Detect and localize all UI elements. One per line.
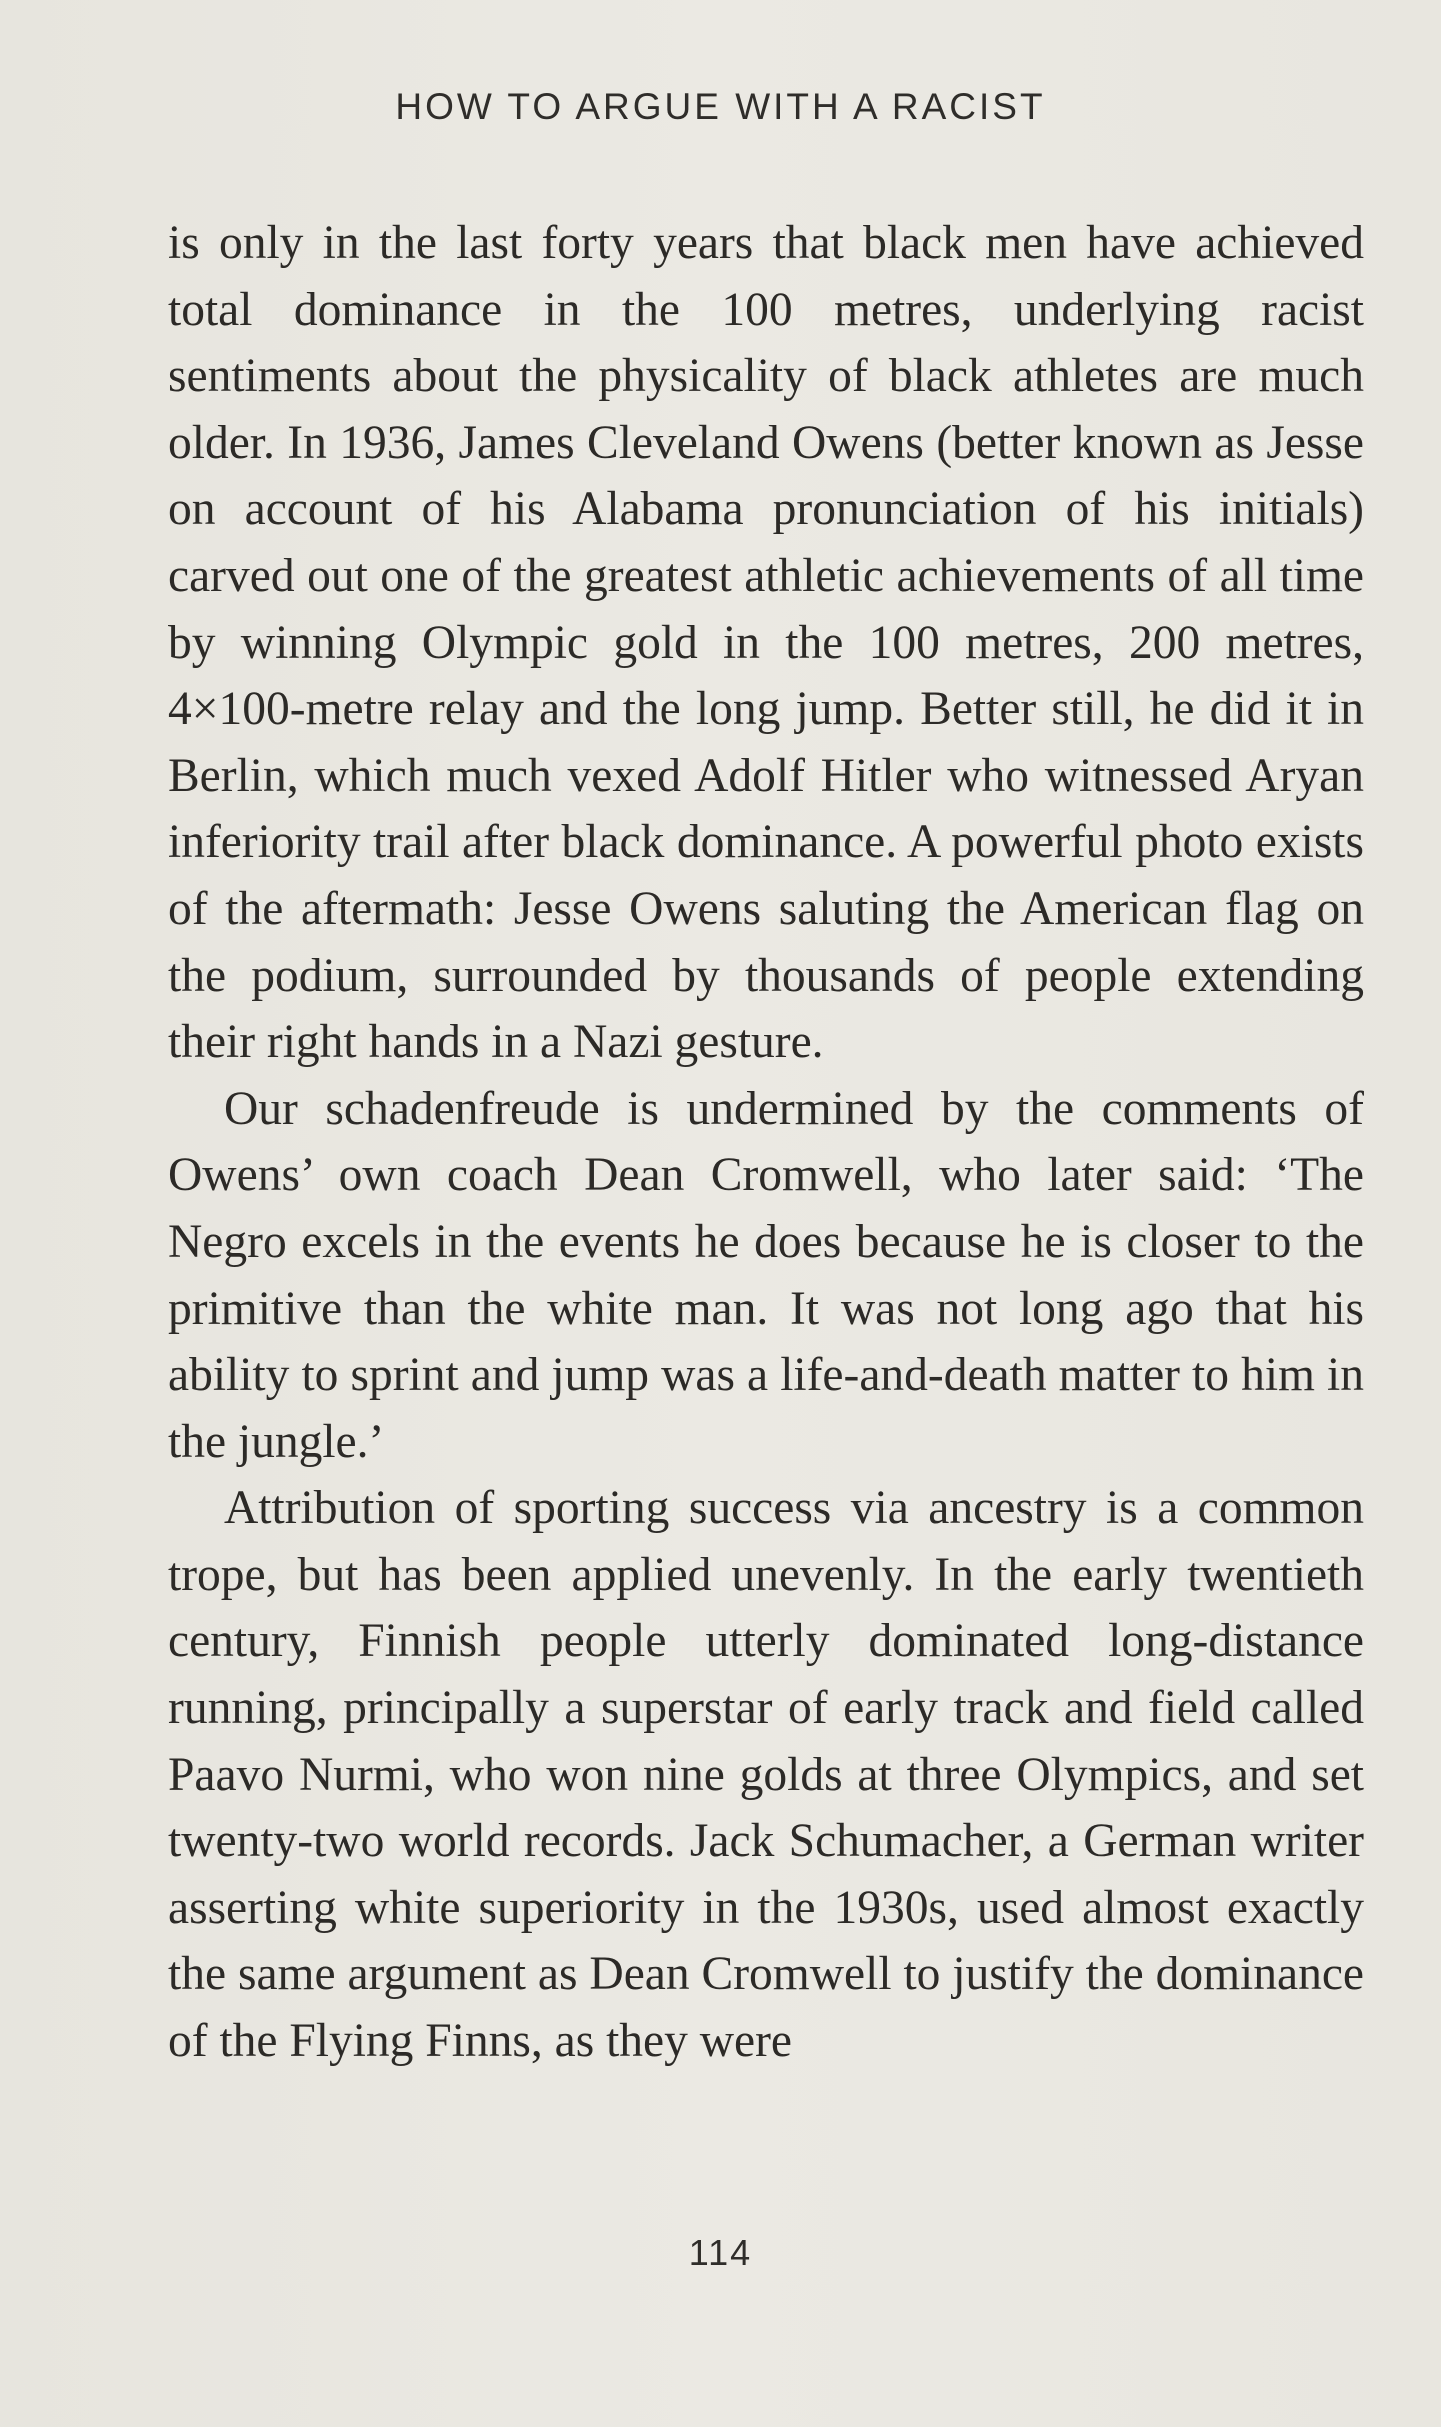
running-head: HOW TO ARGUE WITH A RACIST (395, 86, 1046, 127)
paragraph-3: Attribution of sporting success via ancestry is a common trope, but has been applied unevenly. In the early twentieth century, Finnish people utterly dominated long-distance running, principally a superstar of early track and field called Paavo Nurmi, who won nine golds at three Olympics, and set twenty-two world records. Jack Schumacher, a German writer asserting white superiority in the 1930s, used almost exactly the same argument as Dean Cromwell to justify the dominance of the Flying Finns, as they were (168, 1482, 1364, 2068)
paragraph-1: is only in the last forty years that black men have achieved total dominance in the 100 metres, underlying racist sentiments about the physicality of black athletes are much older. In 1936, James Cleveland Owens (better known as Jesse on account of his Alabama pronunciation of his initials) carved out one of the greatest athletic achievements of all time by winning Olympic gold in the 100 metres, 200 metres, 4×100-metre relay and the long jump. Better still, he did it in Berlin, which much vexed Adolf Hitler who witnessed Aryan inferiority trail after black dominance. A powerful photo exists of the aftermath: Jesse Owens saluting the American flag on the podium, surrounded by thousands of people extending their right hands in a Nazi gesture. (168, 217, 1364, 1069)
page-number: 114 (688, 2232, 753, 2273)
paragraph-2: Our schadenfreude is undermined by the comments of Owens’ own coach Dean Cromwell, who later said: ‘The Negro excels in the events he does because he is closer to the primitive than the white man. It was not long ago that his ability to sprint and jump was a life-and-death matter to him in the jungle.’ (168, 1082, 1364, 1468)
body-text (168, 210, 1364, 2075)
